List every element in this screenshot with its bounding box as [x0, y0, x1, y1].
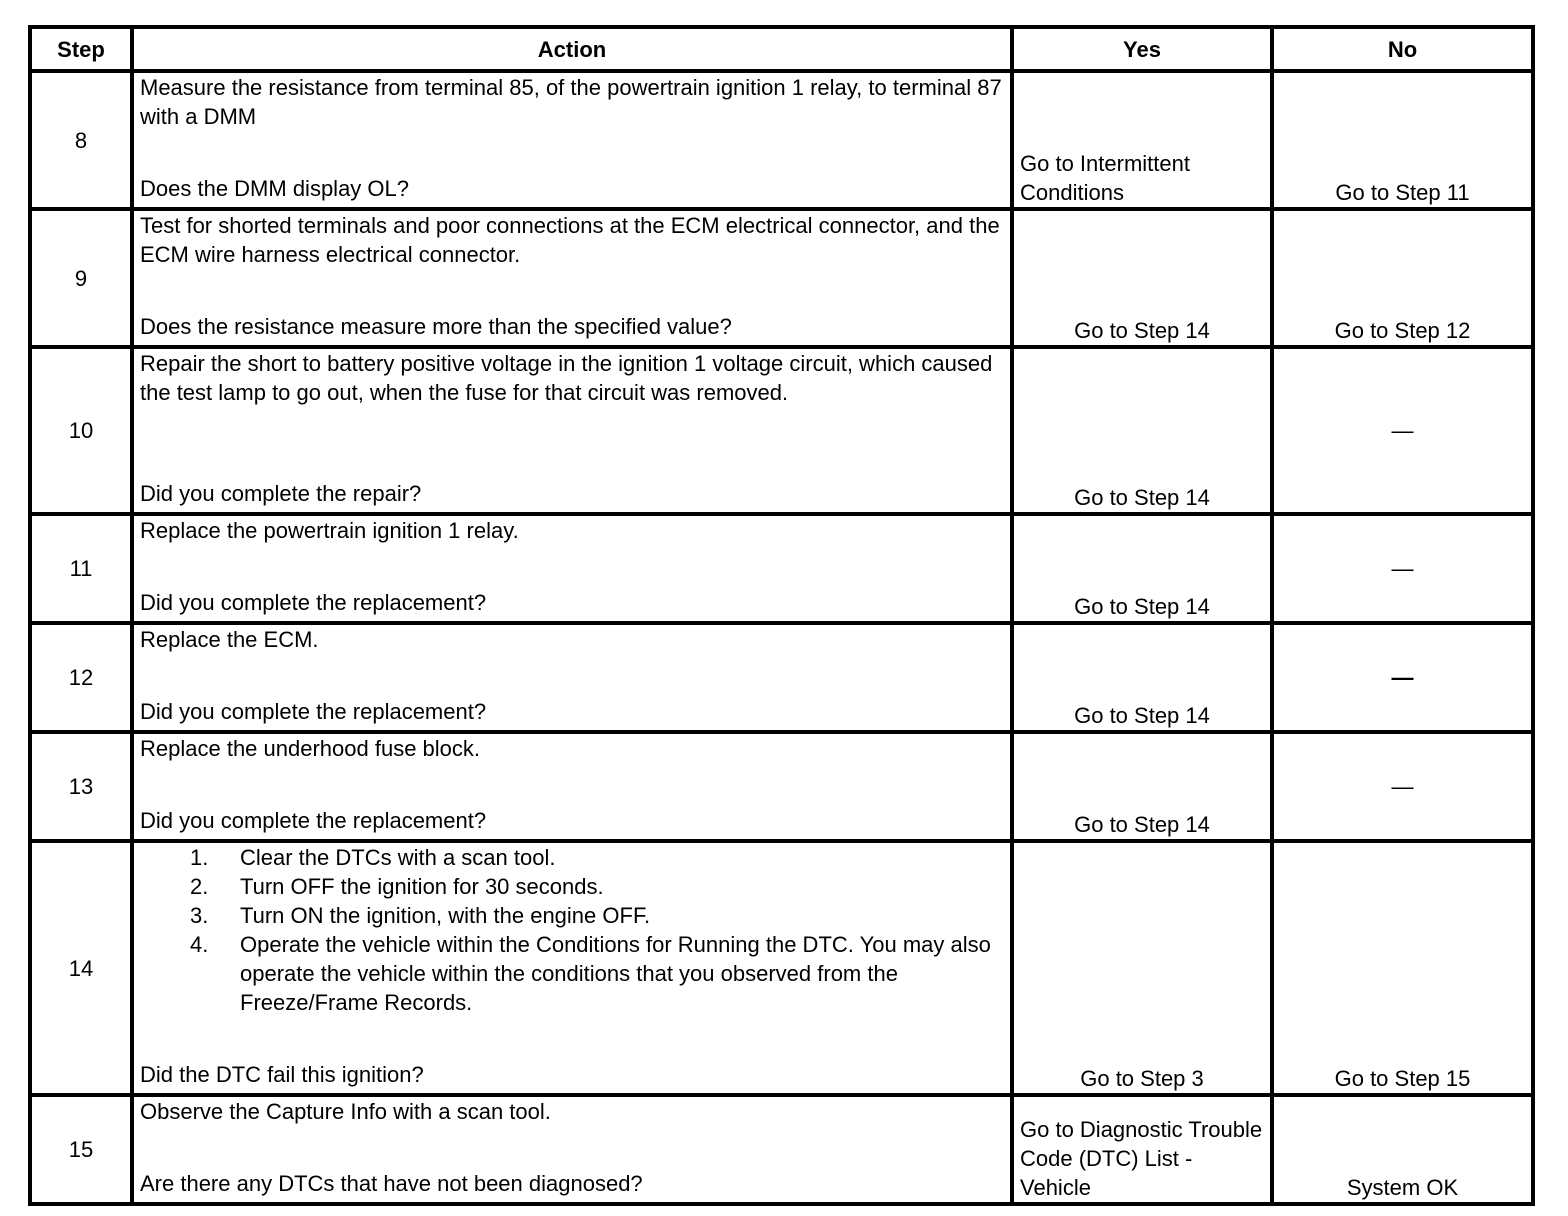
action-instruction: Observe the Capture Info with a scan tool. [140, 1099, 551, 1124]
substep-text: Turn ON the ignition, with the engine OFF. [240, 903, 651, 928]
substep-text: Operate the vehicle within the Conditions for Running the DTC. You may also operate the vehicle within the conditions that you observed from the Freeze/Frame Records. [240, 932, 991, 1015]
no-cell: Go to Step 11 [1272, 71, 1533, 209]
action-instruction: Test for shorted terminals and poor connections at the ECM electrical connector, and the ECM wire harness electrical connector. [140, 213, 1000, 267]
table-row [30, 347, 1533, 514]
action-question: Does the resistance measure more than the specified value? [140, 314, 732, 339]
substep-item [190, 930, 1004, 1017]
step-number: 12 [30, 623, 132, 732]
yes-cell: Go to Step 3 [1012, 841, 1272, 1095]
action-question: Did you complete the repair? [140, 481, 422, 506]
header-yes: Yes [1012, 27, 1272, 71]
yes-cell: Go to Step 14 [1012, 732, 1272, 841]
table-row [30, 514, 1533, 623]
table-row [30, 209, 1533, 347]
substep-number: 2. [190, 874, 209, 899]
action-instruction: Replace the underhood fuse block. [140, 736, 481, 761]
action-question: Are there any DTCs that have not been diagnosed? [140, 1171, 643, 1196]
no-cell: — [1272, 514, 1533, 623]
action-cell [132, 732, 1012, 841]
yes-cell: Go to Step 14 [1012, 347, 1272, 514]
step-number: 10 [30, 347, 132, 514]
no-cell: — [1272, 623, 1533, 732]
yes-cell: Go to Step 14 [1012, 209, 1272, 347]
table-row [30, 841, 1533, 1095]
yes-cell: Go to Intermittent Conditions [1012, 71, 1272, 209]
table-row [30, 623, 1533, 732]
action-cell [132, 623, 1012, 732]
no-cell: Go to Step 15 [1272, 841, 1533, 1095]
action-instruction: Replace the powertrain ignition 1 relay. [140, 518, 519, 543]
action-question: Did you complete the replacement? [140, 808, 487, 833]
action-instruction: Measure the resistance from terminal 85, of the powertrain ignition 1 relay, to terminal 87 with a DMM [140, 75, 1002, 129]
step-number: 14 [30, 841, 132, 1095]
table-row [30, 732, 1533, 841]
yes-cell: Go to Step 14 [1012, 514, 1272, 623]
step-number: 8 [30, 71, 132, 209]
no-cell: System OK [1272, 1095, 1533, 1204]
substep-text: Turn OFF the ignition for 30 seconds. [240, 874, 604, 899]
no-cell: — [1272, 732, 1533, 841]
action-question: Does the DMM display OL? [140, 176, 409, 201]
step-number: 9 [30, 209, 132, 347]
action-cell [132, 209, 1012, 347]
header-step: Step [30, 27, 132, 71]
action-cell [132, 1095, 1012, 1204]
substep-number: 4. [190, 932, 209, 957]
substep-number: 1. [190, 845, 209, 870]
table-row [30, 71, 1533, 209]
step-number: 11 [30, 514, 132, 623]
action-instruction: Replace the ECM. [140, 627, 319, 652]
substep-item [190, 843, 1004, 872]
substep-item [190, 901, 1004, 930]
step-number: 13 [30, 732, 132, 841]
header-row [30, 27, 1533, 71]
header-action: Action [132, 27, 1012, 71]
yes-cell: Go to Step 14 [1012, 623, 1272, 732]
step-number: 15 [30, 1095, 132, 1204]
action-question: Did you complete the replacement? [140, 699, 487, 724]
action-cell [132, 347, 1012, 514]
no-cell: — [1272, 347, 1533, 514]
table-row [30, 1095, 1533, 1204]
action-cell [132, 71, 1012, 209]
substep-list [140, 843, 1004, 1017]
action-cell [132, 841, 1012, 1095]
no-cell: Go to Step 12 [1272, 209, 1533, 347]
action-instruction: Repair the short to battery positive voltage in the ignition 1 voltage circuit, which caused the test lamp to go out, when the fuse for that circuit was removed. [140, 351, 993, 405]
diagnostic-table [28, 25, 1535, 1206]
substep-item [190, 872, 1004, 901]
action-question: Did the DTC fail this ignition? [140, 1062, 424, 1087]
action-cell [132, 514, 1012, 623]
header-no: No [1272, 27, 1533, 71]
action-question: Did you complete the replacement? [140, 590, 487, 615]
substep-number: 3. [190, 903, 209, 928]
substep-text: Clear the DTCs with a scan tool. [240, 845, 556, 870]
yes-cell: Go to Diagnostic Trouble Code (DTC) List - Vehicle [1012, 1095, 1272, 1204]
